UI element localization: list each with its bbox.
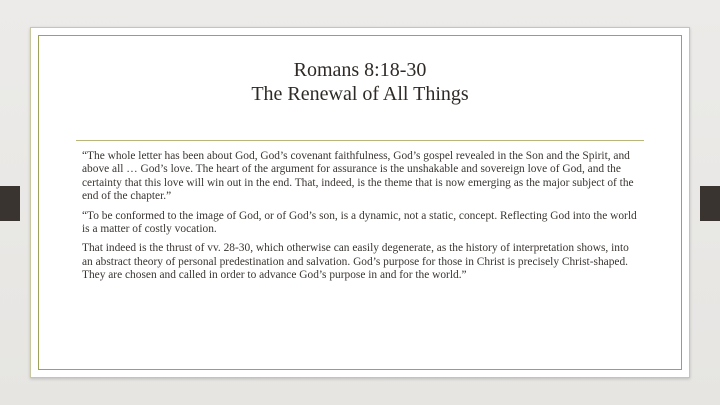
quote-paragraph-2: “To be conformed to the image of God, or of God’s son, is a dynamic, not a static, concept. Reflecting God into the world is a matter of costly vocation.: [82, 209, 637, 236]
left-side-tab: [0, 186, 20, 221]
quote-paragraph-1: “The whole letter has been about God, God’s covenant faithfulness, God’s gospel revealed in the Son and the Spirit, and above all … God’s love. The heart of the argument for assurance is the unshakable and sovereign love of God, and the certainty that this love will win out in the end. That, indeed, is the theme that is now emerging as the major subject of the end of the chapter.”: [82, 150, 634, 203]
right-side-tab: [700, 186, 720, 221]
slide-body: [82, 150, 642, 289]
title-line-2: The Renewal of All Things: [251, 83, 469, 105]
slide-title: [0, 58, 720, 106]
title-line-1: Romans 8:18-30: [293, 59, 427, 81]
title-divider: [76, 140, 644, 141]
quote-paragraph-3: That indeed is the thrust of vv. 28-30, which otherwise can easily degenerate, as the history of interpretation shows, into an abstract theory of personal predestination and salvation. God’s purpose for those in Christ is precisely Christ-shaped. They are chosen and called in order to advance God’s purpose in and for the world.”: [82, 242, 629, 282]
